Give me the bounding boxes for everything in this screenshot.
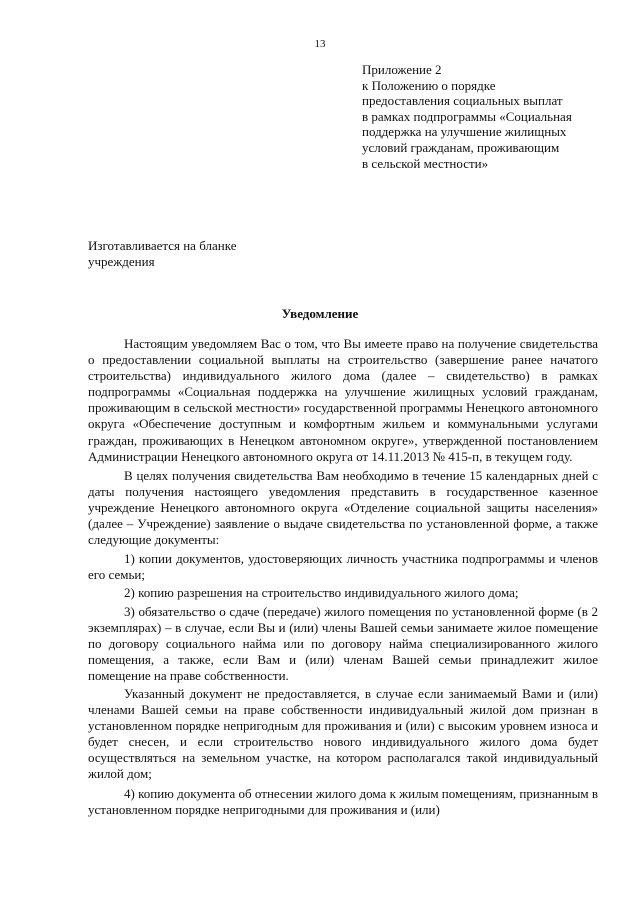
appendix-block: [362, 62, 612, 171]
letterhead-note: [88, 238, 236, 270]
list-item: 2) копию разрешения на строительство индивидуального жилого дома;: [124, 585, 519, 601]
document-body: [88, 336, 598, 820]
appendix-line: предоставления социальных выплат: [362, 93, 563, 109]
body-paragraph: Настоящим уведомляем Вас о том, что Вы имеете право на получение свидетельства о предоставлении социальной выплаты на строительство (завершение ранее начатого строительства) индивидуального жилого дома (далее – свидетельство) в рамках подпрограммы «Социальная поддержка на улучшение жилищных условий гражданам, проживающим в сельской местности» государственной программы Ненецкого автономного округа «Обеспечение доступным и комфортным жильем и коммунальными услугами граждан, проживающих в Ненецком автономном округе», утвержденной постановлением Администрации Ненецкого автономного округа от 14.11.2013 № 415-п, в текущем году.: [88, 336, 598, 464]
appendix-line: условий гражданам, проживающим: [362, 139, 560, 155]
appendix-line: к Положению о порядке: [362, 77, 496, 93]
appendix-line: в рамках подпрограммы «Социальная: [362, 108, 572, 124]
appendix-line: Приложение 2: [362, 62, 442, 77]
body-paragraph: В целях получения свидетельства Вам необходимо в течение 15 календарных дней с даты получения настоящего уведомления представить в государственное казенное учреждение Ненецкого автономного округа «Отделение социальной защиты населения» (далее – Учреждение) заявление о выдаче свидетельства по установленной форме, а также следующие документы:: [88, 467, 598, 548]
letterhead-line: учреждения: [88, 254, 155, 269]
appendix-line: поддержка на улучшение жилищных: [362, 124, 567, 140]
letterhead-line: Изготавливается на бланке: [88, 238, 237, 253]
list-item: 3) обязательство о сдаче (передаче) жилого помещения по установленной форме (в 2 экземплярах) – в случае, если Вы и (или) члены Вашей семьи занимаете жилое помещение по договору социального найма или по договору найма специализированного жилого помещения, а также, если Вам и (или) членам Вашей семьи принадлежит жилое помещение на праве собственности.: [88, 603, 598, 683]
body-paragraph: Указанный документ не предоставляется, в случае если занимаемый Вами и (или) членами Вашей семьи на праве собственности индивидуальный жилой дом признан в установленном порядке непригодным для проживания и (или) с высоким уровнем износа и будет снесен, и если строительство нового индивидуального жилого дома будет осуществляться на земельном участке, на котором располагался такой индивидуальный жилой дом;: [88, 685, 598, 782]
list-item: 4) копию документа об отнесении жилого дома к жилым помещениям, признанным в установленном порядке непригодными для проживания и (или): [88, 785, 598, 817]
list-item: 1) копии документов, удостоверяющих личность участника подпрограммы и членов его семьи;: [88, 551, 598, 583]
appendix-line: в сельской местности»: [362, 155, 489, 171]
document-title: Уведомление: [281, 306, 359, 321]
page-number: 13: [314, 38, 326, 50]
